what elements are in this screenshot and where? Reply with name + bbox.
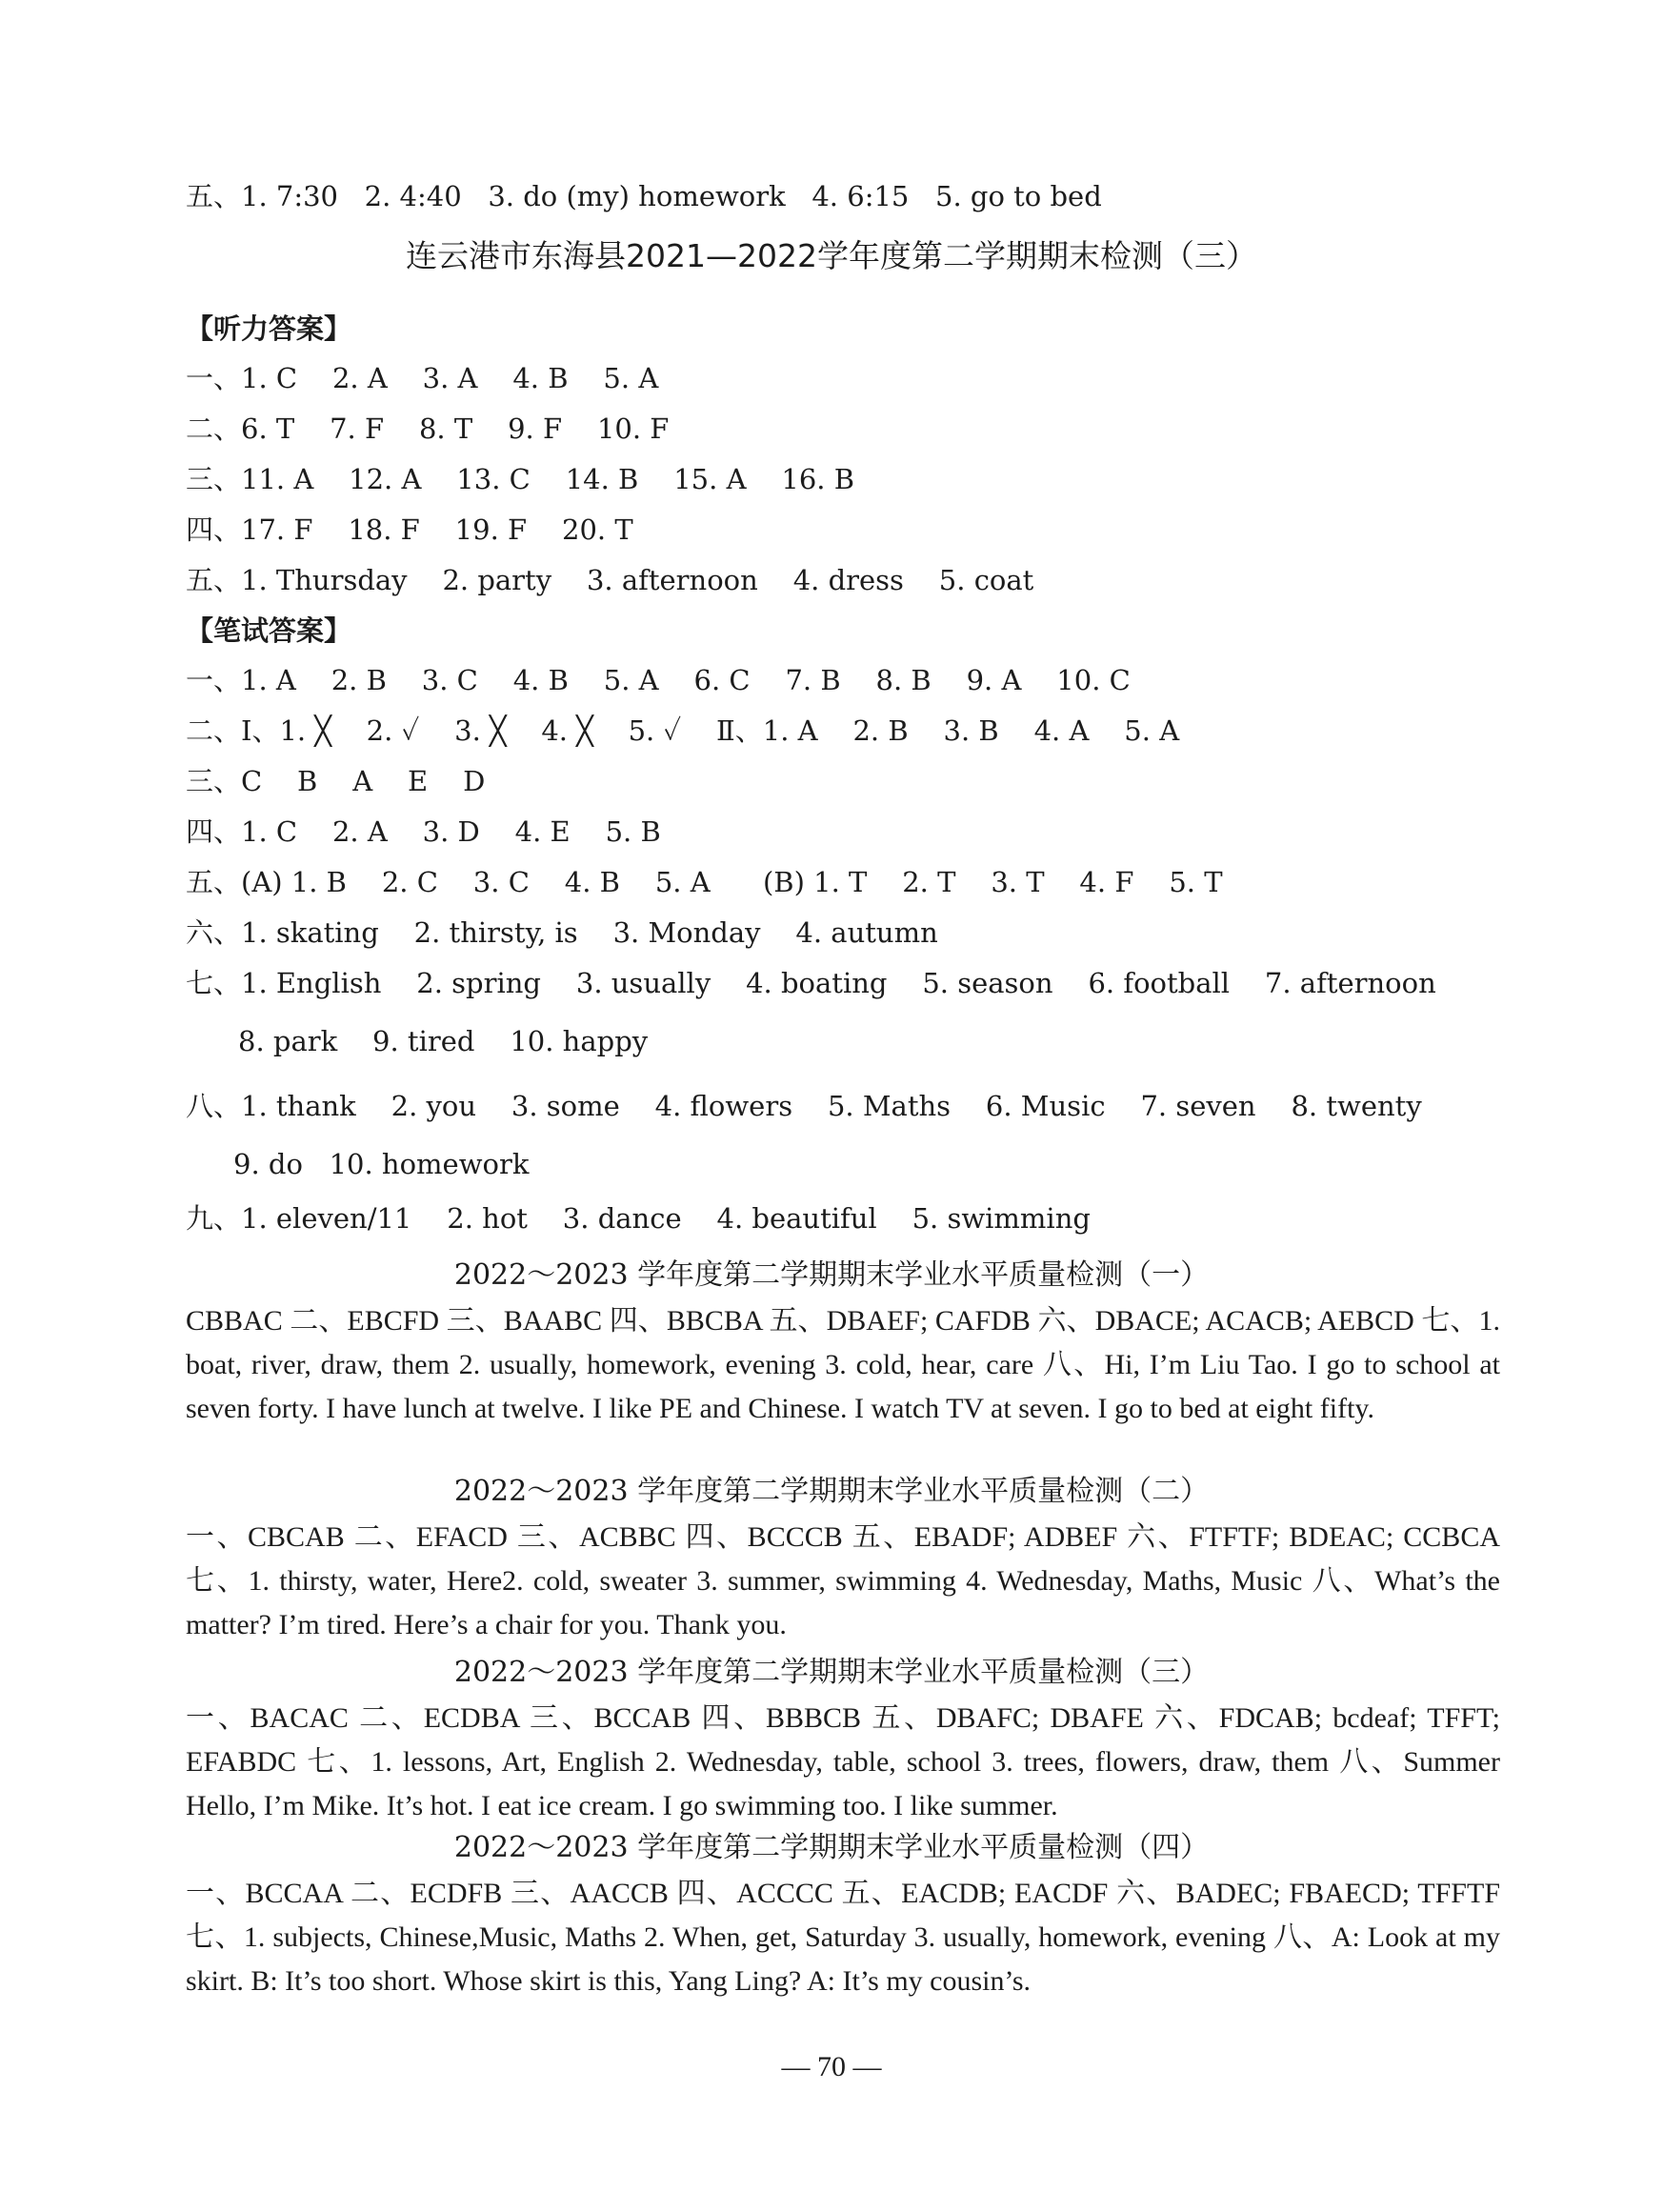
listening-label: 【听力答案】	[186, 312, 352, 345]
written-answer-line: 五、(A) 1. B 2. C 3. C 4. B 5. A (B) 1. T 2. T 3. T 4. F 5. T	[186, 866, 1223, 898]
test-answers: 一、BCCAA 二、ECDFB 三、AACCB 四、ACCCC 五、EACDB; EACDF 六、BADEC; FBAECD; TFFTF 七、1. subjects, Chinese,Music, Maths 2. When, get, Saturday 3. usually, homework, evening 八、A: Look at my skirt. B: It’s too short. Whose skirt is this, Yang Ling? A: It’s my cousin’s.	[186, 1878, 1500, 1997]
written-answer-line: 九、1. eleven/11 2. hot 3. dance 4. beautiful 5. swimming	[186, 1202, 1091, 1235]
listening-answer-line: 二、6. T 7. F 8. T 9. F 10. F	[186, 412, 670, 445]
written-answer-continuation: 9. do 10. homework	[233, 1148, 530, 1180]
listening-answer-line: 五、1. Thursday 2. party 3. afternoon 4. dress 5. coat	[186, 564, 1034, 596]
written-answer-line: 二、Ⅰ、1. ╳ 2. ✓ 3. ╳ 4. ╳ 5. ✓ Ⅱ、1. A 2. B 3. B 4. A 5. A	[186, 714, 1180, 747]
listening-answer-line: 四、17. F 18. F 19. F 20. T	[186, 513, 633, 546]
written-answer-line: 八、1. thank 2. you 3. some 4. flowers 5. Maths 6. Music 7. seven 8. twenty	[186, 1090, 1422, 1122]
written-answer-line: 一、1. A 2. B 3. C 4. B 5. A 6. C 7. B 8. B 9. A 10. C	[186, 664, 1131, 696]
test-answers: CBBAC 二、EBCFD 三、BAABC 四、BBCBA 五、DBAEF; CAFDB 六、DBACE; ACACB; AEBCD 七、1. boat, river, draw, them 2. usually, homework, evening 3. cold, hear, care 八、Hi, I’m Liu Tao. I go to school at seven forty. I have lunch at twelve. I like PE and Chinese. I watch TV at seven. I go to bed at eight fifty.	[186, 1305, 1500, 1424]
test-answers: 一、BACAC 二、ECDBA 三、BCCAB 四、BBBCB 五、DBAFC; DBAFE 六、FDCAB; bcdeaf; TFFT; EFABDC 七、1. lessons, Art, English 2. Wednesday, table, school 3. trees, flowers, draw, them 八、Summer Hello, I’m Mike. It’s hot. I eat ice cream. I go swimming too. I like summer.	[186, 1702, 1500, 1821]
top-answer-line: 五、1. 7:30 2. 4:40 3. do (my) homework 4. 6:15 5. go to bed	[186, 180, 1102, 212]
written-answer-line: 四、1. C 2. A 3. D 4. E 5. B	[186, 815, 661, 848]
test-answers: 一、CBCAB 二、EFACD 三、ACBBC 四、BCCCB 五、EBADF; ADBEF 六、FTFTF; BDEAC; CCBCA 七、1. thirsty, water, Here2. cold, sweater 3. summer, swimming 4. Wednesday, Maths, Music 八、What’s the matter? I’m tired. Here’s a chair for you. Thank you.	[186, 1521, 1500, 1640]
listening-answer-line: 一、1. C 2. A 3. A 4. B 5. A	[186, 362, 659, 394]
section-title: 连云港市东海县2021—2022学年度第二学期期末检测（三）	[406, 237, 1257, 274]
written-label: 【笔试答案】	[186, 614, 352, 647]
written-answer-continuation: 8. park 9. tired 10. happy	[238, 1025, 649, 1057]
page-number: — 70 —	[781, 2051, 882, 2082]
test-title: 2022～2023 学年度第二学期期末学业水平质量检测（二）	[453, 1475, 1210, 1508]
test-title: 2022～2023 学年度第二学期期末学业水平质量检测（一）	[453, 1258, 1210, 1292]
written-answer-line: 七、1. English 2. spring 3. usually 4. boating 5. season 6. football 7. afternoon	[186, 967, 1436, 999]
written-answer-line: 三、C B A E D	[186, 765, 486, 797]
written-answer-line: 六、1. skating 2. thirsty, is 3. Monday 4. autumn	[186, 916, 938, 949]
listening-answer-line: 三、11. A 12. A 13. C 14. B 15. A 16. B	[186, 463, 855, 495]
test-title: 2022～2023 学年度第二学期期末学业水平质量检测（三）	[453, 1656, 1210, 1689]
test-title: 2022～2023 学年度第二学期期末学业水平质量检测（四）	[453, 1831, 1210, 1864]
